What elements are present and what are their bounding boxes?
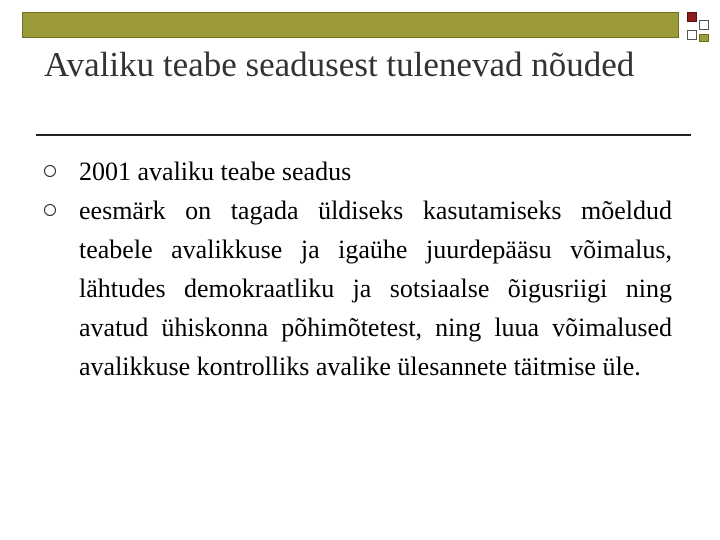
decorative-top-bar	[22, 12, 679, 38]
bullet-list	[40, 152, 672, 386]
corner-square-olive	[699, 34, 709, 42]
corner-square-white-right	[699, 20, 709, 30]
hollow-circle-bullet-icon	[44, 204, 56, 216]
bullet-text: 2001 avaliku teabe seadus	[79, 157, 352, 186]
bullet-text: eesmärk on tagada üldiseks kasutamiseks mõeldud teabele avalikkuse ja igaühe juurdepääsu võimalus, lähtudes demokraatliku ja sotsiaalse õigusriigi ning avatud ühiskonna põhimõtetest, ning luua võimalused avalikkuse kontrolliks avalike ülesannete täitmise üle.	[79, 196, 672, 381]
bullet-item	[40, 191, 672, 386]
corner-square-white-left	[687, 30, 697, 40]
corner-square-red	[687, 12, 697, 22]
bullet-item	[40, 152, 672, 191]
hollow-circle-bullet-icon	[44, 165, 56, 177]
slide-title: Avaliku teabe seadusest tulenevad nõuded	[44, 45, 635, 84]
decorative-corner-squares	[687, 12, 709, 42]
title-divider	[36, 134, 691, 136]
